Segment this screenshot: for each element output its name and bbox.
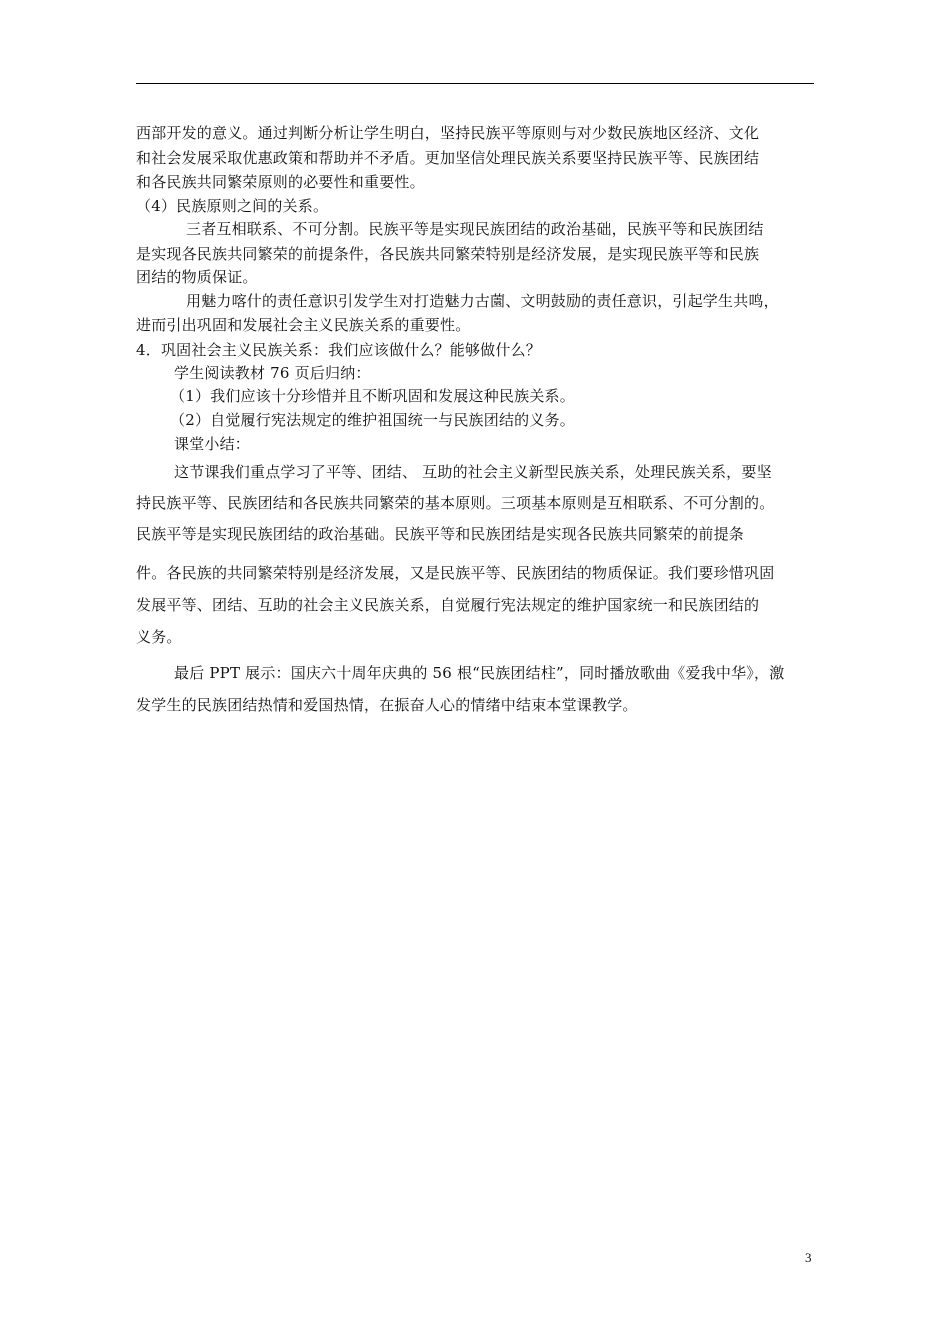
section-heading: 4．巩固社会主义民族关系：我们应该做什么？能够做什么？ bbox=[136, 341, 541, 359]
text-line: 是实现各民族共同繁荣的前提条件，各民族共同繁荣特别是经济发展，是实现民族平等和民族 bbox=[136, 245, 760, 263]
text-line: 持民族平等、民族团结和各民族共同繁荣的基本原则。三项基本原则是互相联系、不可分割的。 bbox=[136, 494, 775, 512]
text-line: 件。各民族的共同繁荣特别是经济发展，又是民族平等、民族团结的物质保证。我们要珍惜巩固 bbox=[136, 564, 775, 582]
text-line: 和各民族共同繁荣原则的必要性和重要性。 bbox=[136, 173, 425, 191]
text-line: 发学生的民族团结热情和爱国热情，在振奋人心的情绪中结束本堂课教学。 bbox=[136, 696, 638, 714]
list-item: （1）我们应该十分珍惜并且不断巩固和发展这种民族关系。 bbox=[170, 387, 575, 405]
text-line: 学生阅读教材 76 页后归纳： bbox=[174, 364, 371, 382]
text-line: 义务。 bbox=[136, 628, 182, 646]
text-line: 最后 PPT 展示：国庆六十周年庆典的 56 根“民族团结柱”，同时播放歌曲《爱我中华》，激 bbox=[174, 664, 785, 682]
list-item: （2）自觉履行宪法规定的维护祖国统一与民族团结的义务。 bbox=[170, 411, 575, 429]
section-heading: 课堂小结： bbox=[174, 435, 251, 453]
page-number: 3 bbox=[805, 1250, 812, 1265]
text-line: 这节课我们重点学习了平等、团结、 互助的社会主义新型民族关系，处理民族关系，要坚 bbox=[174, 463, 772, 481]
text-line: 用魅力喀什的责任意识引发学生对打造魅力古薗、文明鼓励的责任意识，引起学生共鸣， bbox=[186, 292, 779, 310]
header-rule bbox=[136, 83, 814, 84]
text-line: 民族平等是实现民族团结的政治基础。民族平等和民族团结是实现各民族共同繁荣的前提条 bbox=[136, 525, 745, 543]
text-line: 和社会发展采取优惠政策和帮助并不矛盾。更加坚信处理民族关系要坚持民族平等、民族团结 bbox=[136, 149, 760, 167]
text-line: 发展平等、团结、互助的社会主义民族关系，自觉履行宪法规定的维护国家统一和民族团结的 bbox=[136, 596, 760, 614]
text-line: 西部开发的意义。通过判断分析让学生明白，坚持民族平等原则与对少数民族地区经济、文化 bbox=[136, 124, 760, 142]
text-line: 团结的物质保证。 bbox=[136, 268, 258, 286]
text-line: 进而引出巩固和发展社会主义民族关系的重要性。 bbox=[136, 316, 471, 334]
section-heading: （4）民族原则之间的关系。 bbox=[136, 197, 329, 215]
text-line: 三者互相联系、不可分割。民族平等是实现民族团结的政治基础，民族平等和民族团结 bbox=[186, 220, 764, 238]
